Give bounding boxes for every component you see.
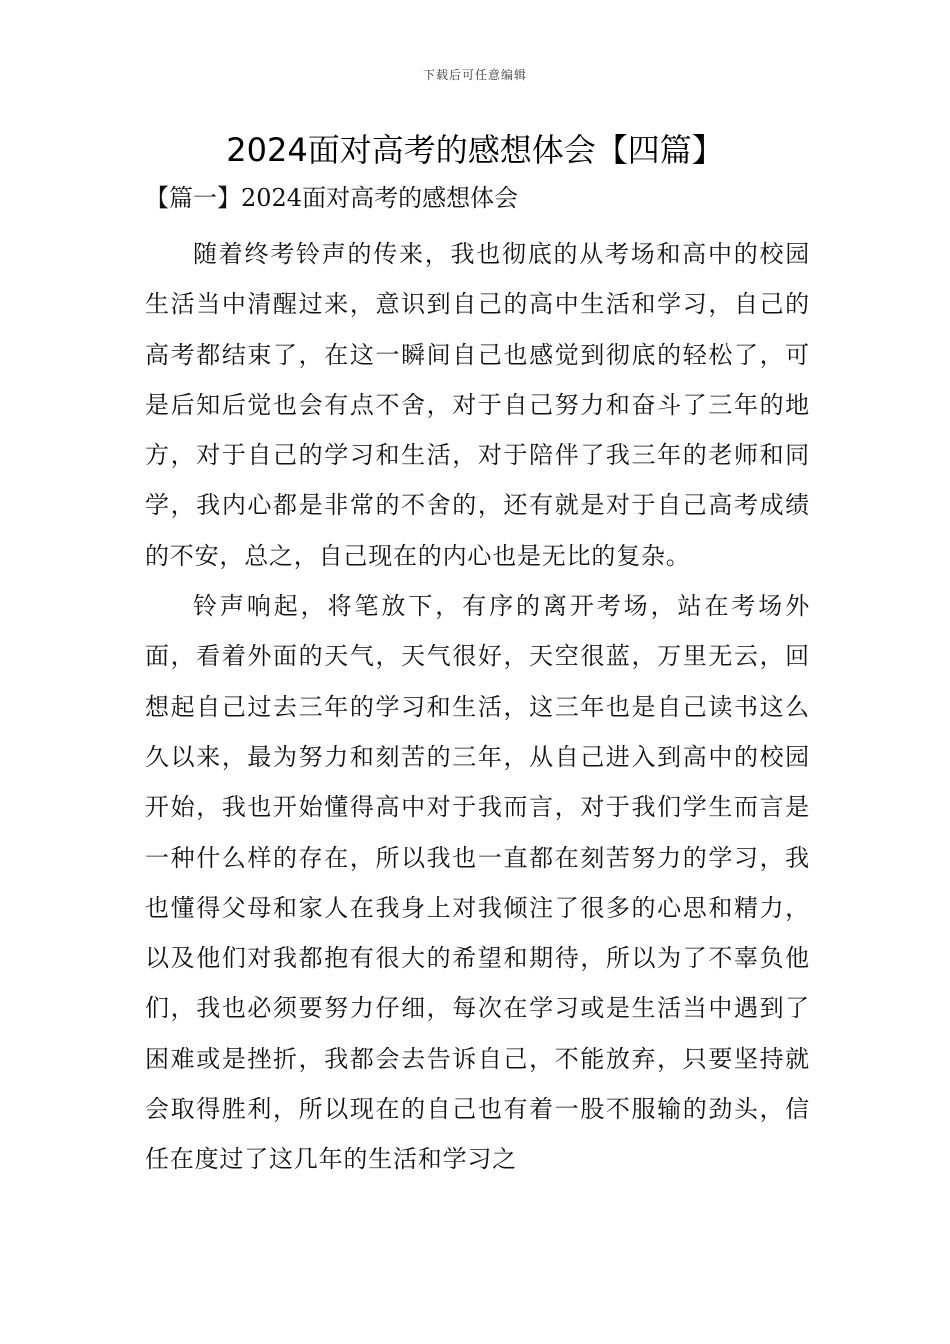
paragraph-2: 铃声响起，将笔放下，有序的离开考场，站在考场外面，看着外面的天气，天气很好，天空很蓝，万里无云，回想起自己过去三年的学习和生活，这三年也是自己读书这么久以来，最为努力和刻苦的三年，从自己进入到高中的校园开始，我也开始懂得高中对于我而言，对于我们学生而言是一种什么样的存在，所以我也一直都在刻苦努力的学习，我也懂得父母和家人在我身上对我倾注了很多的心思和精力，以及他们对我都抱有很大的希望和期待，所以为了不辜负他们，我也必须要努力仔细，每次在学习或是生活当中遇到了困难或是挫折，我都会去告诉自己，不能放弃，只要坚持就会取得胜利，所以现在的自己也有着一股不服输的劲头，信任在度过了这几年的生活和学习之 [145, 592, 810, 1174]
document-title: 2024面对高考的感想体会【四篇】 [226, 131, 724, 169]
section-heading: 【篇一】2024面对高考的感想体会 [145, 184, 519, 212]
header-note: 下载后可任意编辑 [422, 68, 527, 82]
paragraph-1: 随着终考铃声的传来，我也彻底的从考场和高中的校园生活当中清醒过来，意识到自己的高中生活和学习，自己的高考都结束了，在这一瞬间自己也感觉到彻底的轻松了，可是后知后觉也会有点不舍，对于自己努力和奋斗了三年的地方，对于自己的学习和生活，对于陪伴了我三年的老师和同学，我内心都是非常的不舍的，还有就是对于自己高考成绩的不安，总之，自己现在的内心也是无比的复杂。 [145, 240, 810, 570]
body-text [145, 229, 810, 1185]
